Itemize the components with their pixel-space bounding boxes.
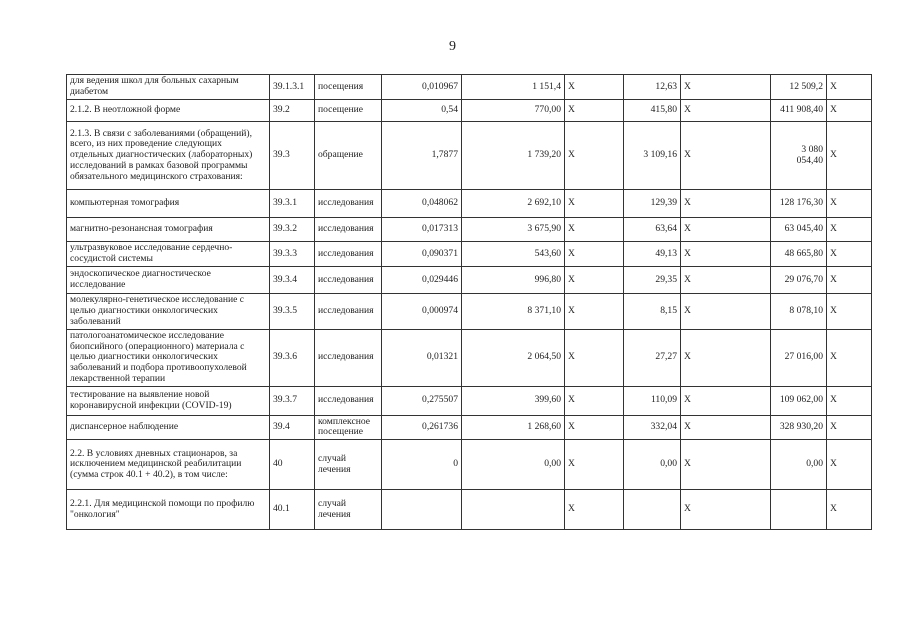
table-row (67, 386, 872, 415)
cell-per-capita: 63,64 (624, 218, 681, 242)
cell-per-capita: 29,35 (624, 267, 681, 294)
table-row (67, 267, 872, 294)
cell-norm: 0,090371 (382, 242, 462, 267)
cell-unit: посещения (315, 75, 382, 100)
cell-cost: 1 151,4 (462, 75, 565, 100)
cell-x-marker: Х (827, 75, 872, 100)
cell-total: 27 016,00 (771, 330, 827, 387)
cell-x-marker: Х (681, 75, 771, 100)
cell-cost: 399,60 (462, 386, 565, 415)
cell-row-code: 39.3.6 (270, 330, 315, 387)
cell-norm: 0,010967 (382, 75, 462, 100)
cell-per-capita: 332,04 (624, 415, 681, 439)
cell-norm: 0,275507 (382, 386, 462, 415)
cell-description: магнитно-резонансная томография (67, 218, 270, 242)
cell-norm: 0,261736 (382, 415, 462, 439)
cell-description: 2.1.2. В неотложной форме (67, 100, 270, 122)
cell-x-marker: Х (565, 294, 624, 330)
cell-row-code: 40 (270, 440, 315, 490)
cell-cost: 1 739,20 (462, 122, 565, 190)
cell-norm: 0,017313 (382, 218, 462, 242)
cell-norm: 0,048062 (382, 190, 462, 218)
cell-norm: 0,029446 (382, 267, 462, 294)
cell-x-marker: Х (565, 415, 624, 439)
cell-per-capita: 12,63 (624, 75, 681, 100)
table-row (67, 75, 872, 100)
cell-x-marker: Х (827, 415, 872, 439)
cell-cost: 3 675,90 (462, 218, 565, 242)
cell-x-marker: Х (681, 415, 771, 439)
cell-row-code: 39.3.5 (270, 294, 315, 330)
cell-row-code: 39.3.4 (270, 267, 315, 294)
cell-description: эндоскопическое диагностическое исследование (67, 267, 270, 294)
page-number: 9 (449, 39, 456, 54)
standards-table (66, 74, 872, 530)
cell-description: компьютерная томография (67, 190, 270, 218)
cell-x-marker: Х (681, 190, 771, 218)
cell-cost: 1 268,60 (462, 415, 565, 439)
cell-norm: 0 (382, 440, 462, 490)
table-row (67, 294, 872, 330)
cell-unit: исследования (315, 386, 382, 415)
cell-description: для ведения школ для больных сахарным диабетом (67, 75, 270, 100)
cell-cost (462, 490, 565, 530)
cell-x-marker: Х (827, 242, 872, 267)
cell-total: 63 045,40 (771, 218, 827, 242)
cell-per-capita (624, 490, 681, 530)
cell-description: 2.2. В условиях дневных стационаров, за исключением медицинской реабилитации (сумма строк 40.1 + 40.2), в том числе: (67, 440, 270, 490)
cell-row-code: 39.3.1 (270, 190, 315, 218)
cell-norm (382, 490, 462, 530)
cell-description: молекулярно-генетическое исследование с целью диагностики онкологических заболеваний (67, 294, 270, 330)
cell-cost: 770,00 (462, 100, 565, 122)
cell-x-marker: Х (565, 100, 624, 122)
cell-x-marker: Х (827, 490, 872, 530)
cell-per-capita: 49,13 (624, 242, 681, 267)
cell-cost: 8 371,10 (462, 294, 565, 330)
cell-row-code: 39.3 (270, 122, 315, 190)
cell-description: ультразвуковое исследование сердечно-сосудистой системы (67, 242, 270, 267)
cell-unit: исследования (315, 294, 382, 330)
cell-total: 48 665,80 (771, 242, 827, 267)
cell-x-marker: Х (681, 490, 771, 530)
cell-per-capita: 110,09 (624, 386, 681, 415)
cell-unit: исследования (315, 242, 382, 267)
cell-unit: обращение (315, 122, 382, 190)
cell-total: 29 076,70 (771, 267, 827, 294)
table-row (67, 122, 872, 190)
table-row (67, 490, 872, 530)
cell-x-marker: Х (827, 386, 872, 415)
cell-x-marker: Х (681, 294, 771, 330)
cell-x-marker: Х (827, 190, 872, 218)
cell-x-marker: Х (827, 294, 872, 330)
cell-description: 2.2.1. Для медицинской помощи по профилю "онкология" (67, 490, 270, 530)
cell-x-marker: Х (565, 242, 624, 267)
table-body (67, 75, 872, 530)
cell-unit: исследования (315, 330, 382, 387)
table-row (67, 218, 872, 242)
cell-cost: 0,00 (462, 440, 565, 490)
table-row (67, 242, 872, 267)
cell-row-code: 39.4 (270, 415, 315, 439)
cell-cost: 2 692,10 (462, 190, 565, 218)
cell-x-marker: Х (827, 267, 872, 294)
cell-per-capita: 27,27 (624, 330, 681, 387)
cell-unit: исследования (315, 190, 382, 218)
table-row (67, 415, 872, 439)
cell-cost: 2 064,50 (462, 330, 565, 387)
cell-total: 8 078,10 (771, 294, 827, 330)
cell-x-marker: Х (827, 330, 872, 387)
cell-row-code: 39.1.3.1 (270, 75, 315, 100)
cell-row-code: 39.2 (270, 100, 315, 122)
cell-unit: исследования (315, 218, 382, 242)
cell-total: 12 509,2 (771, 75, 827, 100)
cell-per-capita: 3 109,16 (624, 122, 681, 190)
cell-row-code: 39.3.3 (270, 242, 315, 267)
cell-x-marker: Х (681, 122, 771, 190)
cell-x-marker: Х (565, 75, 624, 100)
cell-x-marker: Х (565, 218, 624, 242)
table-row (67, 330, 872, 387)
cell-description: 2.1.3. В связи с заболеваниями (обращений), всего, из них проведение следующих отдельных диагностических (лабораторных) исследований в рамках базовой программы обязательного медицинского страхования: (67, 122, 270, 190)
cell-x-marker: Х (565, 386, 624, 415)
cell-norm: 0,54 (382, 100, 462, 122)
cell-x-marker: Х (565, 490, 624, 530)
cell-total: 411 908,40 (771, 100, 827, 122)
cell-x-marker: Х (681, 330, 771, 387)
cell-x-marker: Х (681, 440, 771, 490)
cell-description: диспансерное наблюдение (67, 415, 270, 439)
cell-per-capita: 129,39 (624, 190, 681, 218)
cell-unit: исследования (315, 267, 382, 294)
cell-row-code: 39.3.7 (270, 386, 315, 415)
cell-total: 0,00 (771, 440, 827, 490)
cell-x-marker: Х (681, 242, 771, 267)
cell-x-marker: Х (681, 386, 771, 415)
cell-x-marker: Х (565, 267, 624, 294)
cell-per-capita: 0,00 (624, 440, 681, 490)
table-row (67, 190, 872, 218)
cell-unit: случай лечения (315, 490, 382, 530)
cell-unit: комплексное посещение (315, 415, 382, 439)
cell-total: 128 176,30 (771, 190, 827, 218)
cell-x-marker: Х (565, 330, 624, 387)
cell-x-marker: Х (565, 440, 624, 490)
cell-total: 3 080 054,40 (771, 122, 827, 190)
cell-x-marker: Х (565, 122, 624, 190)
cell-x-marker: Х (565, 190, 624, 218)
cell-x-marker: Х (827, 122, 872, 190)
cell-x-marker: Х (827, 440, 872, 490)
cell-x-marker: Х (681, 267, 771, 294)
cell-x-marker: Х (827, 100, 872, 122)
cell-x-marker: Х (827, 218, 872, 242)
cell-total: 109 062,00 (771, 386, 827, 415)
cell-norm: 1,7877 (382, 122, 462, 190)
cell-description: тестирование на выявление новой коронавирусной инфекции (COVID-19) (67, 386, 270, 415)
cell-cost: 543,60 (462, 242, 565, 267)
cell-unit: случай лечения (315, 440, 382, 490)
cell-row-code: 39.3.2 (270, 218, 315, 242)
cell-x-marker: Х (681, 218, 771, 242)
cell-per-capita: 8,15 (624, 294, 681, 330)
table-row (67, 100, 872, 122)
cell-norm: 0,01321 (382, 330, 462, 387)
cell-x-marker: Х (681, 100, 771, 122)
table-row (67, 440, 872, 490)
cell-description: патологоанатомическое исследование биопсийного (операционного) материала с целью диагностики онкологических заболеваний и подбора противоопухолевой лекарственной терапии (67, 330, 270, 387)
cell-cost: 996,80 (462, 267, 565, 294)
cell-per-capita: 415,80 (624, 100, 681, 122)
cell-unit: посещение (315, 100, 382, 122)
cell-total: 328 930,20 (771, 415, 827, 439)
cell-row-code: 40.1 (270, 490, 315, 530)
cell-norm: 0,000974 (382, 294, 462, 330)
cell-total (771, 490, 827, 530)
